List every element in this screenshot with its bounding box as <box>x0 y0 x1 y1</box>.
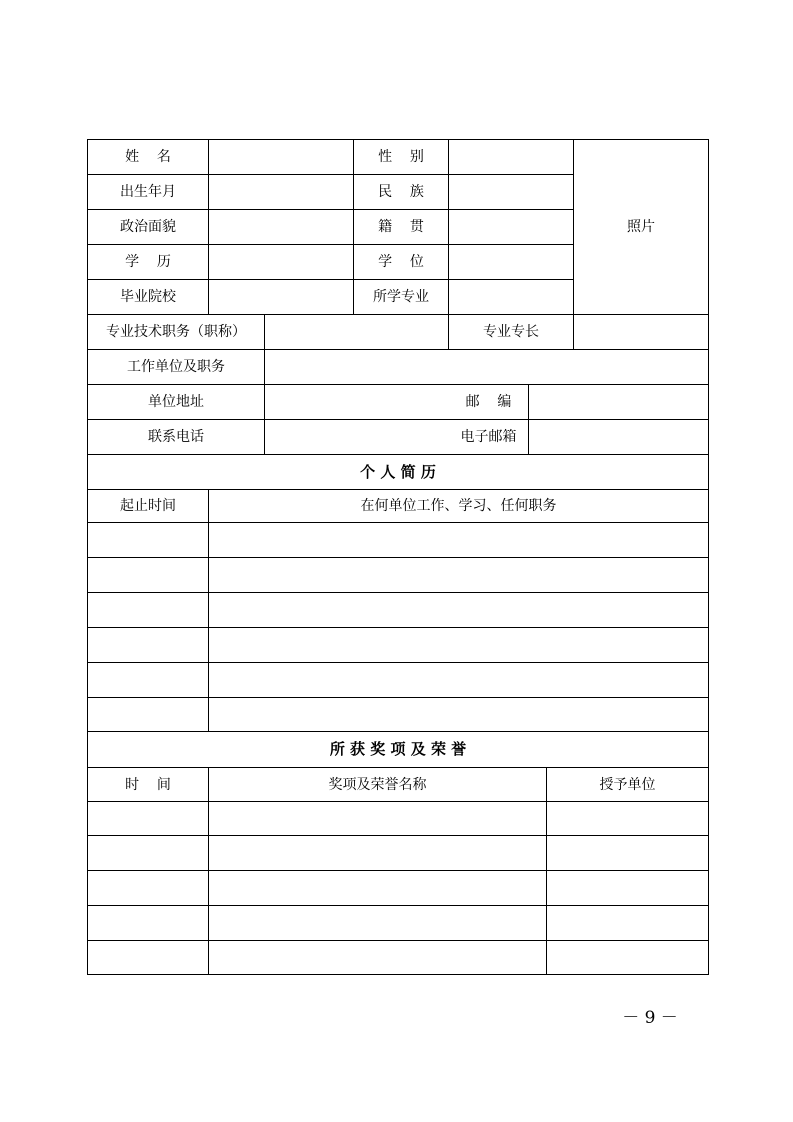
workplace-field[interactable] <box>265 350 708 384</box>
address-field[interactable] <box>265 385 448 419</box>
postcode-field[interactable] <box>529 385 708 419</box>
address-label: 单位地址 <box>148 394 204 410</box>
resume-detail-cell[interactable] <box>209 558 708 592</box>
resume-detail-cell[interactable] <box>209 523 708 557</box>
grid-line <box>708 139 709 975</box>
resume-detail-cell[interactable] <box>209 663 708 697</box>
ethnicity-field[interactable] <box>449 175 573 209</box>
birth-date-label: 出生年月 <box>120 184 176 200</box>
award-unit-cell[interactable] <box>547 802 708 835</box>
degree-field[interactable] <box>449 245 573 279</box>
award-name-cell[interactable] <box>209 871 546 905</box>
awards-section-heading: 所 获 奖 项 及 荣 誉 <box>329 740 467 758</box>
grid-line <box>87 974 709 975</box>
awards-unit-header: 授予单位 <box>599 776 656 793</box>
award-unit-cell[interactable] <box>547 906 708 940</box>
award-unit-cell[interactable] <box>547 836 708 870</box>
native-place-label: 籍 贯 <box>378 219 424 235</box>
political-status-field[interactable] <box>209 210 353 244</box>
award-time-cell[interactable] <box>88 802 208 835</box>
specialty-field[interactable] <box>574 315 708 349</box>
resume-detail-cell[interactable] <box>209 593 708 627</box>
awards-time-header: 时 间 <box>125 776 171 793</box>
resume-period-cell[interactable] <box>88 663 208 697</box>
award-name-cell[interactable] <box>209 906 546 940</box>
education-field[interactable] <box>209 245 353 279</box>
workplace-label: 工作单位及职务 <box>127 359 225 375</box>
gender-label: 性 别 <box>378 149 424 165</box>
gender-field[interactable] <box>449 140 573 174</box>
email-label: 电子邮箱 <box>460 429 517 445</box>
award-time-cell[interactable] <box>88 871 208 905</box>
name-field[interactable] <box>209 140 353 174</box>
native-place-field[interactable] <box>449 210 573 244</box>
major-field[interactable] <box>449 280 573 314</box>
professional-title-field[interactable] <box>265 315 448 349</box>
email-field[interactable] <box>529 420 708 454</box>
award-name-cell[interactable] <box>209 802 546 835</box>
award-unit-cell[interactable] <box>547 871 708 905</box>
award-time-cell[interactable] <box>88 906 208 940</box>
photo-box[interactable]: 照片 <box>627 219 655 235</box>
resume-period-cell[interactable] <box>88 593 208 627</box>
education-label: 学 历 <box>125 254 171 270</box>
resume-period-cell[interactable] <box>88 628 208 662</box>
resume-period-cell[interactable] <box>88 698 208 731</box>
awards-name-header: 奖项及荣誉名称 <box>328 776 427 793</box>
award-name-cell[interactable] <box>209 836 546 870</box>
award-time-cell[interactable] <box>88 941 208 974</box>
resume-period-cell[interactable] <box>88 523 208 557</box>
phone-label: 联系电话 <box>148 429 204 445</box>
professional-title-label: 专业技术职务（职称） <box>106 324 246 340</box>
political-status-label: 政治面貌 <box>120 219 176 235</box>
school-label: 毕业院校 <box>120 289 176 305</box>
award-time-cell[interactable] <box>88 836 208 870</box>
specialty-label: 专业专长 <box>483 324 539 340</box>
school-field[interactable] <box>209 280 353 314</box>
resume-period-cell[interactable] <box>88 558 208 592</box>
resume-detail-header: 在何单位工作、学习、任何职务 <box>360 498 557 514</box>
postcode-label: 邮 编 <box>465 394 512 410</box>
award-unit-cell[interactable] <box>547 941 708 974</box>
major-label: 所学专业 <box>373 289 429 305</box>
award-name-cell[interactable] <box>209 941 546 974</box>
birth-date-field[interactable] <box>209 175 353 209</box>
resume-section-heading: 个 人 简 历 <box>360 462 436 481</box>
ethnicity-label: 民 族 <box>378 184 424 200</box>
resume-detail-cell[interactable] <box>209 628 708 662</box>
page-number: － 9 － <box>622 1007 678 1028</box>
resume-detail-cell[interactable] <box>209 698 708 731</box>
degree-label: 学 位 <box>378 254 424 270</box>
name-label: 姓 名 <box>125 149 171 165</box>
phone-field[interactable] <box>265 420 448 454</box>
resume-period-header: 起止时间 <box>120 498 176 514</box>
